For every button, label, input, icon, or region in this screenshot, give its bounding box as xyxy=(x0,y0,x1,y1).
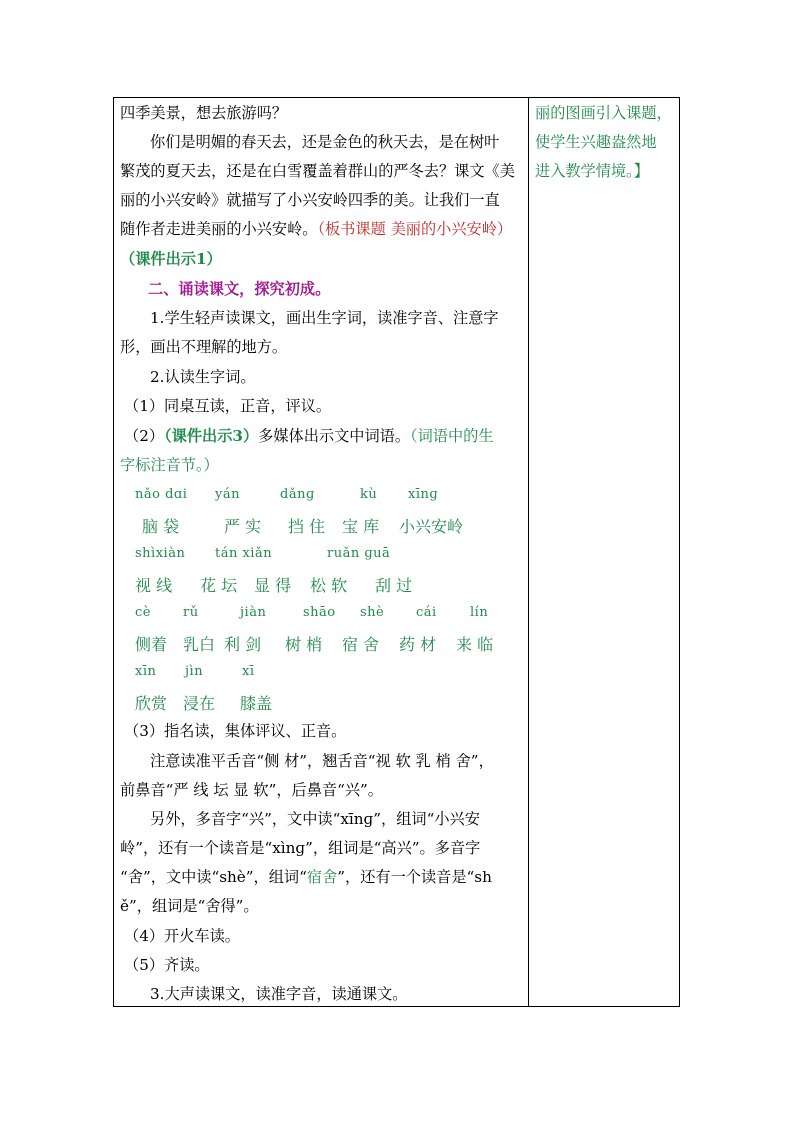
pinyin: nǎo dɑi xyxy=(135,487,188,502)
text-line: （4）开火车读。 xyxy=(124,927,240,945)
pinyin: jiàn xyxy=(240,605,267,620)
text-line: 丽的小兴安岭》就描写了小兴安岭四季的美。让我们一直 xyxy=(120,191,500,209)
pinyin: shìxiàn xyxy=(135,546,186,561)
courseware-note: （课件出示1） xyxy=(120,250,222,268)
pinyin: dǎnɡ xyxy=(280,487,315,502)
pinyin: yán xyxy=(215,487,240,502)
text-line: 3.大声读课文，读准字音，读通课文。 xyxy=(150,985,408,1003)
section-heading: 二、诵读课文，探究初成。 xyxy=(148,280,331,298)
text-line: （5）齐读。 xyxy=(124,956,210,974)
text-segment: ”，还有一个读音是“sh xyxy=(337,868,492,886)
vocab-word: 侧着 xyxy=(135,635,168,654)
vocab-word: 药 材 xyxy=(399,635,437,654)
pinyin: lín xyxy=(470,605,489,620)
courseware-note: （课件出示3） xyxy=(164,427,259,445)
text-line: 前鼻音“严 线 坛 显 软”，后鼻音“兴”。 xyxy=(120,781,383,799)
vocab-word: 利 剑 xyxy=(224,635,262,654)
text-line: 岭”，还有一个读音是“xìnɡ”，组词是“高兴”。多音字 xyxy=(120,839,481,857)
vocab-word: 来 临 xyxy=(456,635,494,654)
pinyin: shāo xyxy=(303,605,336,620)
text-line: 1.学生轻声读课文，画出生字词，读准字音、注意字 xyxy=(150,309,499,327)
annotation-note: 字标注音节。） xyxy=(120,456,219,474)
text-line: 四季美景，想去旅游吗？ xyxy=(120,104,288,122)
text-line: 你们是明媚的春天去，还是金色的秋天去，是在树叶 xyxy=(150,133,500,151)
vocab-word: 浸在 xyxy=(183,694,216,713)
text-line: ě”，组词是“舍得”。 xyxy=(120,897,259,915)
intent-line: 进入教学情境。】 xyxy=(535,162,649,180)
text-line: 另外，多音字“兴”，文中读“xīnɡ”，组词“小兴安 xyxy=(150,810,480,828)
text-line: 2.认读生字词。 xyxy=(150,368,256,386)
pinyin: xī xyxy=(242,664,255,679)
vocab-word: 显 得 xyxy=(254,576,292,595)
vocab-word: 挡 住 xyxy=(288,517,326,536)
pinyin: rǔ xyxy=(183,605,199,620)
vocab-word: 宿 舍 xyxy=(342,635,380,654)
pinyin: tán xiǎn xyxy=(215,546,273,561)
vocab-word: 脑 袋 xyxy=(142,517,180,536)
vocab-word: 乳白 xyxy=(183,635,216,654)
vocab-word: 宝 库 xyxy=(342,517,380,536)
annotation-note: （词语中的生 xyxy=(410,427,494,445)
pinyin: xīnɡ xyxy=(408,487,439,502)
vocab-word: 小兴安岭 xyxy=(399,517,464,536)
intent-line: 使学生兴趣盎然地 xyxy=(535,133,657,151)
text-line: 繁茂的夏天去，还是在白雪覆盖着群山的严冬去？课文《美 xyxy=(120,162,515,180)
text-segment: 宿舍 xyxy=(306,868,338,886)
text-segment: 多媒体出示文中词语。 xyxy=(258,427,411,445)
text-line xyxy=(120,219,512,239)
column-divider xyxy=(528,97,529,1007)
text-segment: 随作者走进美丽的小兴安岭。 xyxy=(120,220,318,238)
pinyin: cái xyxy=(416,605,437,620)
vocab-word: 花 坛 xyxy=(200,576,238,595)
vocab-word: 膝盖 xyxy=(240,694,273,713)
blackboard-title-note: （板书课题 美丽的小兴安岭） xyxy=(317,220,513,238)
text-segment: （2） xyxy=(124,427,165,445)
pinyin: kù xyxy=(360,487,378,502)
text-segment: “舍”，文中读“shè”，组词“ xyxy=(120,868,307,886)
vocab-word: 视 线 xyxy=(135,576,173,595)
vocab-word: 刮 过 xyxy=(375,576,413,595)
text-line xyxy=(124,426,494,446)
vocab-word: 欣赏 xyxy=(135,694,168,713)
text-line: 形，画出不理解的地方。 xyxy=(120,338,288,356)
pinyin: xīn xyxy=(135,664,157,679)
text-line xyxy=(120,867,492,887)
text-line: （3）指名读，集体评议、正音。 xyxy=(124,722,347,740)
pinyin: cè xyxy=(135,605,151,620)
pinyin: jìn xyxy=(185,664,204,679)
pinyin: shè xyxy=(360,605,385,620)
text-line: （1）同桌互读，正音，评议。 xyxy=(124,397,332,415)
vocab-word: 严 实 xyxy=(224,517,262,536)
vocab-word: 松 软 xyxy=(310,576,348,595)
vocab-word: 树 梢 xyxy=(285,635,323,654)
pinyin: ruǎn ɡuā xyxy=(327,546,391,561)
text-line: 注意读准平舌音“侧 材”，翘舌音“视 软 乳 梢 舍”， xyxy=(150,752,494,770)
intent-line: 丽的图画引入课题， xyxy=(535,104,672,122)
